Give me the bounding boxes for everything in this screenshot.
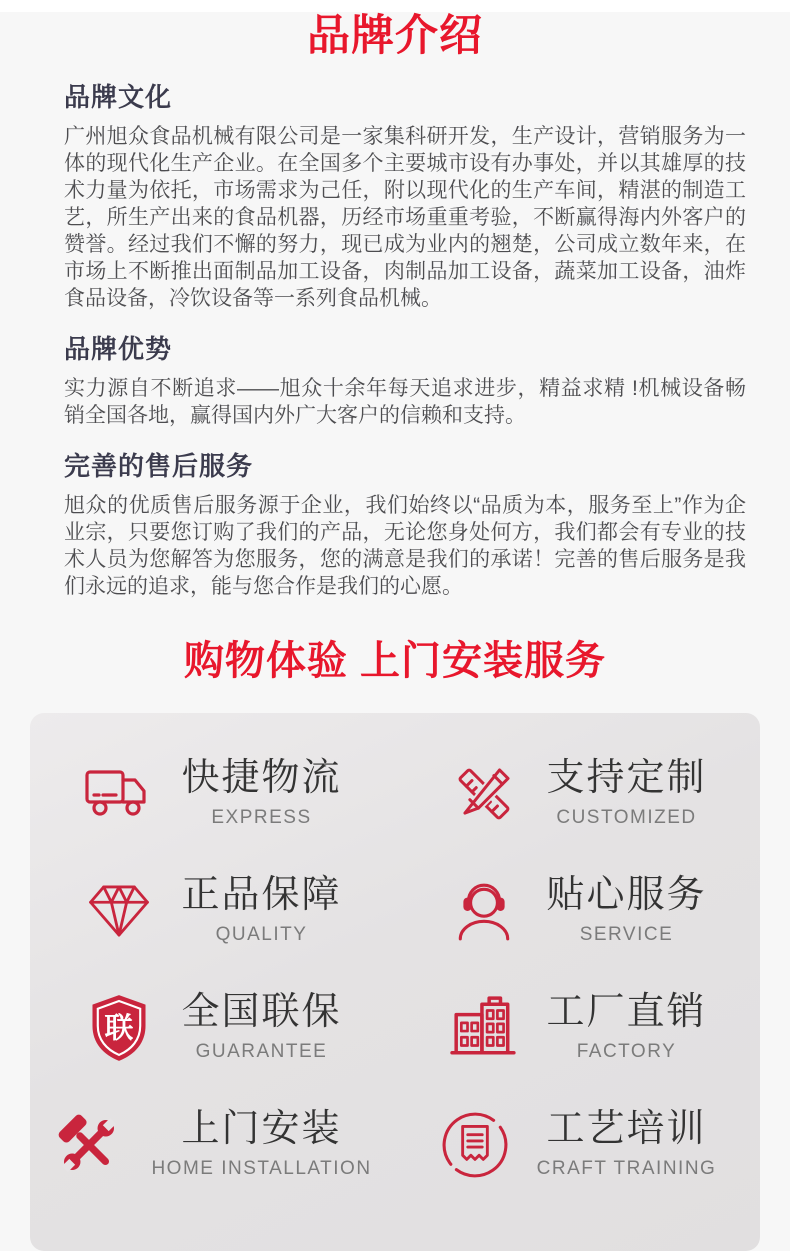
service-grid — [30, 735, 760, 1203]
service-item-customized — [395, 735, 760, 852]
service-text — [546, 992, 706, 1063]
service-text — [546, 758, 706, 829]
after-sales-heading: 完善的售后服务 — [64, 451, 254, 482]
service-text — [546, 875, 706, 946]
service-card — [30, 713, 760, 1251]
service-subtitle: QUALITY — [215, 924, 308, 946]
service-label: 工厂直销 — [546, 991, 707, 1034]
service-item-service — [395, 852, 760, 969]
service-label: 正品保障 — [181, 874, 342, 917]
shield-icon-text: 联 — [105, 1012, 134, 1045]
service-subtitle: CUSTOMIZED — [556, 807, 697, 829]
brand-section-title: 品牌介绍 — [307, 12, 483, 60]
service-item-quality — [30, 852, 395, 969]
service-text — [181, 758, 341, 829]
service-text — [151, 1109, 371, 1180]
receipt-icon — [439, 1109, 511, 1181]
service-label: 支持定制 — [546, 757, 707, 800]
truck-icon — [83, 758, 155, 830]
shield-icon — [83, 992, 155, 1064]
brand-culture-body: 广州旭众食品机械有限公司是一家集科研开发，生产设计，营销服务为一体的现代化生产企业。在全国多个主要城市设有办事处，并以其雄厚的技术力量为依托，市场需求为己任，附以现代化的生产车间，精湛的制造工艺，所生产出来的食品机器，历经市场重重考验，不断赢得海内外客户的赞誉。经过我们不懈的努力，现已成为业内的翘楚，公司成立数年来，在市场上不断推出面制品加工设备，肉制品加工设备，蔬菜加工设备，油炸食品设备，冷饮设备等一系列食品机械。 — [64, 125, 746, 311]
service-subtitle: GUARANTEE — [195, 1041, 328, 1063]
service-subtitle: EXPRESS — [211, 807, 312, 829]
service-label: 全国联保 — [181, 991, 342, 1034]
brand-content — [0, 77, 790, 600]
service-label: 快捷物流 — [181, 757, 342, 800]
brand-culture-heading: 品牌文化 — [64, 82, 173, 113]
service-item-training — [395, 1086, 760, 1203]
brand-advantage-body: 实力源自不断追求——旭众十余年每天追求进步，精益求精 !机械设备畅销全国各地，赢得国内外广大客户的信赖和支持。 — [64, 377, 746, 428]
service-text — [181, 992, 341, 1063]
headset-person-icon — [448, 875, 520, 947]
tools-icon — [53, 1109, 125, 1181]
brand-advantage-heading: 品牌优势 — [64, 334, 173, 365]
service-subtitle: SERVICE — [579, 924, 674, 946]
service-label: 工艺培训 — [546, 1108, 707, 1151]
service-label: 贴心服务 — [546, 874, 707, 917]
service-subtitle: HOME INSTALLATION — [151, 1158, 372, 1180]
service-item-express — [30, 735, 395, 852]
top-strip — [0, 0, 790, 12]
service-section-title: 购物体验 上门安装服务 — [183, 639, 607, 684]
service-label: 上门安装 — [181, 1108, 342, 1151]
service-subtitle: CRAFT TRAINING — [536, 1158, 717, 1180]
service-text — [537, 1109, 717, 1180]
diamond-icon — [83, 875, 155, 947]
after-sales-body: 旭众的优质售后服务源于企业，我们始终以“品质为本，服务至上”作为企业宗，只要您订购了我们的产品，无论您身处何方，我们都会有专业的技术人员为您解答为您服务，您的满意是我们的承诺！完善的售后服务是我们永远的追求，能与您合作是我们的心愿。 — [64, 494, 746, 599]
service-item-installation — [30, 1086, 395, 1203]
service-item-factory — [395, 969, 760, 1086]
service-item-guarantee — [30, 969, 395, 1086]
pencil-ruler-icon — [448, 758, 520, 830]
buildings-icon — [448, 992, 520, 1064]
service-subtitle: FACTORY — [576, 1041, 677, 1063]
service-text — [181, 875, 341, 946]
